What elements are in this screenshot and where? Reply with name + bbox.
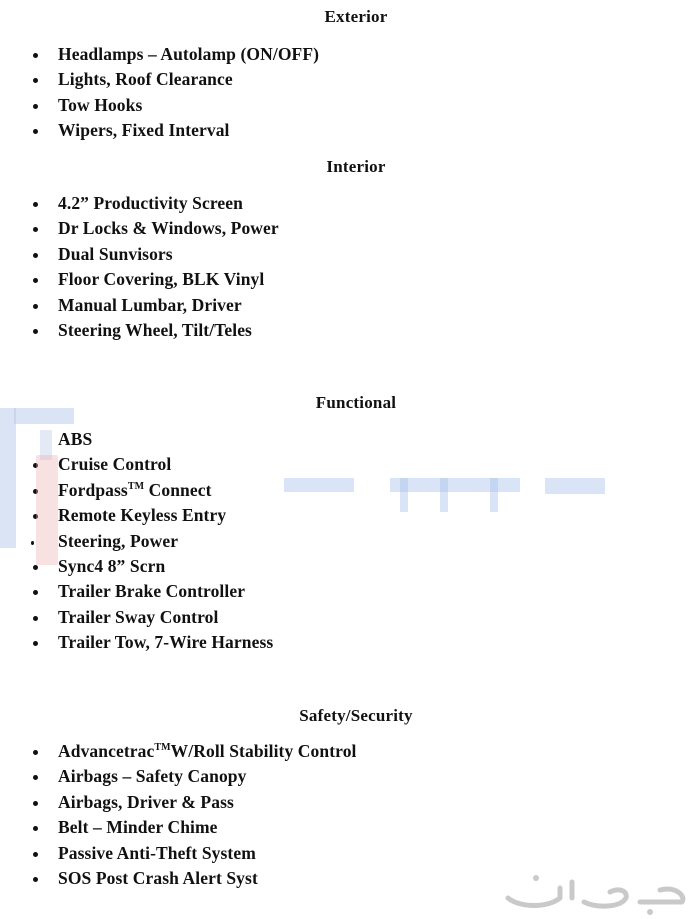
trademark-sup: TM xyxy=(127,480,145,492)
list-item xyxy=(0,267,279,292)
item-text: Fordpass xyxy=(58,479,128,500)
item-text: Trailer Sway Control xyxy=(58,606,219,627)
bullet-icon xyxy=(33,616,38,621)
list-item xyxy=(0,529,273,554)
list-item xyxy=(0,605,273,630)
list-item xyxy=(0,630,273,655)
watermark-text-fragment xyxy=(545,478,605,494)
item-text: Steering Wheel, Tilt/Teles xyxy=(58,319,252,340)
list-item xyxy=(0,318,279,343)
watermark-text-fragment xyxy=(390,478,520,492)
item-text: Tow Hooks xyxy=(58,94,143,115)
list-item xyxy=(0,478,273,503)
list-item xyxy=(0,764,357,789)
functional-list xyxy=(0,427,273,656)
bullet-icon xyxy=(33,78,38,83)
list-item xyxy=(0,866,357,891)
item-text: Lights, Roof Clearance xyxy=(58,69,233,90)
section-title-interior: Interior xyxy=(326,157,386,176)
haraj-watermark-logo xyxy=(500,868,690,916)
list-item xyxy=(0,42,319,67)
bullet-icon xyxy=(33,202,38,207)
item-text: Dr Locks & Windows, Power xyxy=(58,218,279,239)
watermark-text-fragment xyxy=(490,478,498,512)
bullet-icon xyxy=(31,541,34,545)
item-text: Remote Keyless Entry xyxy=(58,505,227,526)
item-text: Belt – Minder Chime xyxy=(58,817,218,838)
bullet-icon xyxy=(33,463,38,468)
bullet-icon xyxy=(33,304,38,309)
list-item xyxy=(0,93,319,118)
list-item xyxy=(0,790,357,815)
item-text-after: Connect xyxy=(144,479,212,500)
item-text: Sync4 8” Scrn xyxy=(58,555,166,576)
item-text: Advancetrac xyxy=(58,741,155,761)
bullet-icon xyxy=(33,104,38,109)
item-text: Steering, Power xyxy=(58,530,179,551)
bullet-icon xyxy=(33,590,38,595)
bullet-icon xyxy=(33,253,38,258)
safety-security-list xyxy=(0,739,357,891)
item-text: Airbags, Driver & Pass xyxy=(58,791,234,812)
item-text: Trailer Brake Controller xyxy=(58,581,246,602)
item-text: Cruise Control xyxy=(58,454,172,475)
exterior-list xyxy=(0,42,319,144)
list-item xyxy=(0,554,273,579)
item-text: Passive Anti-Theft System xyxy=(58,842,256,863)
list-item xyxy=(0,841,357,866)
bullet-icon xyxy=(33,53,38,58)
bullet-icon xyxy=(33,489,38,494)
bullet-icon xyxy=(33,750,38,755)
item-text: SOS Post Crash Alert Syst xyxy=(58,867,258,888)
watermark-text-fragment xyxy=(400,478,408,512)
item-text: Wipers, Fixed Interval xyxy=(58,120,230,141)
item-text: Headlamps – Autolamp (ON/OFF) xyxy=(58,44,320,64)
list-item xyxy=(0,452,273,477)
bullet-icon xyxy=(33,129,38,134)
watermark-text-fragment xyxy=(440,478,448,512)
bullet-icon xyxy=(33,852,38,857)
list-item xyxy=(0,293,279,318)
interior-list xyxy=(0,191,279,343)
item-text: Manual Lumbar, Driver xyxy=(58,294,242,315)
list-item xyxy=(0,191,279,216)
bullet-icon xyxy=(33,227,38,232)
section-title-functional: Functional xyxy=(315,393,397,412)
item-text: Trailer Tow, 7-Wire Harness xyxy=(58,632,274,653)
list-item xyxy=(0,427,273,452)
list-item xyxy=(0,815,357,840)
bullet-icon xyxy=(33,801,38,806)
list-item xyxy=(0,739,357,764)
section-title-safety-security: Safety/Security xyxy=(299,706,413,725)
list-item xyxy=(0,242,279,267)
bullet-icon xyxy=(33,641,38,646)
bullet-icon xyxy=(33,877,38,882)
item-text: 4.2” Productivity Screen xyxy=(58,193,243,213)
bullet-icon xyxy=(33,565,38,570)
bullet-icon xyxy=(33,775,38,780)
item-text: Airbags – Safety Canopy xyxy=(58,766,247,787)
watermark-text-fragment xyxy=(284,478,354,492)
bullet-icon xyxy=(33,514,38,519)
item-text: ABS xyxy=(58,429,93,449)
bullet-icon xyxy=(33,329,38,334)
item-text: Dual Sunvisors xyxy=(58,243,173,264)
list-item xyxy=(0,67,319,92)
bullet-icon xyxy=(33,826,38,831)
trademark-sup: TM xyxy=(154,742,171,753)
item-text: Floor Covering, BLK Vinyl xyxy=(58,269,265,290)
list-item xyxy=(0,503,273,528)
list-item xyxy=(0,118,319,143)
list-item xyxy=(0,579,273,604)
item-text-after: W/Roll Stability Control xyxy=(170,741,357,761)
section-title-exterior: Exterior xyxy=(324,7,388,26)
bullet-icon xyxy=(33,278,38,283)
list-item xyxy=(0,216,279,241)
